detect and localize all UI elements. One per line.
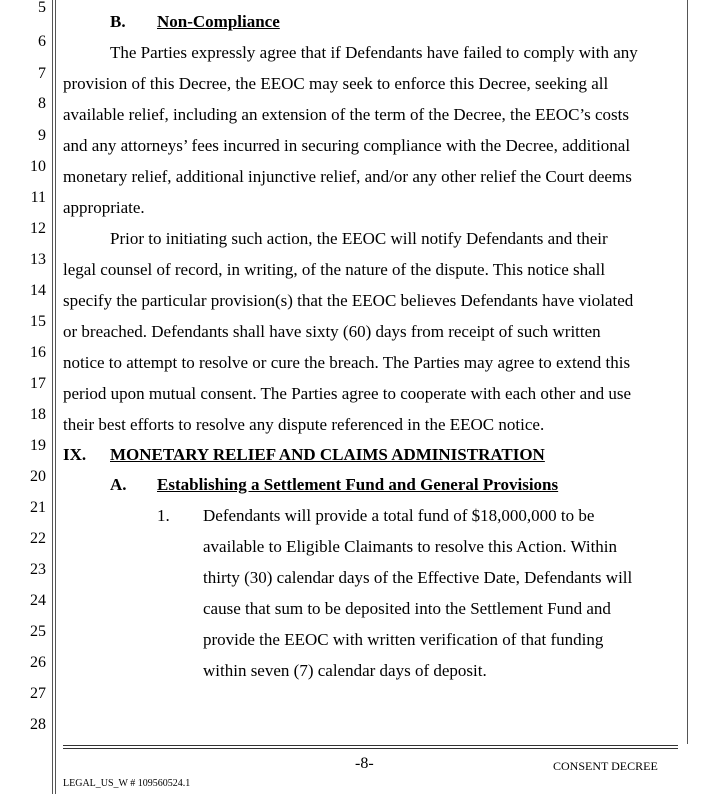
line-number: 9 — [38, 127, 46, 144]
section-b-letter: B. — [110, 12, 126, 31]
subsection-a-title: Establishing a Settlement Fund and General Provisions — [157, 475, 559, 494]
line-number: 28 — [30, 716, 46, 733]
paragraph-line: period upon mutual consent. The Parties agree to cooperate with each other and use — [63, 384, 632, 403]
line-number: 17 — [30, 375, 46, 392]
footer-document-title: CONSENT DECREE — [553, 759, 658, 773]
line-number: 13 — [30, 251, 46, 268]
line-number: 22 — [30, 530, 46, 547]
item-line: thirty (30) calendar days of the Effective Date, Defendants will — [203, 568, 633, 587]
margin-rule-left — [52, 0, 53, 794]
paragraph-line: legal counsel of record, in writing, of the nature of the dispute. This notice shall — [63, 260, 606, 279]
line-number: 5 — [38, 0, 46, 16]
line-number: 15 — [30, 313, 46, 330]
paragraph-line: appropriate. — [63, 198, 145, 217]
paragraph-line: monetary relief, additional injunctive relief, and/or any other relief the Court deems — [63, 167, 632, 186]
footer-rule — [63, 745, 678, 746]
item-line: cause that sum to be deposited into the Settlement Fund and — [203, 599, 611, 618]
line-number: 11 — [30, 189, 46, 206]
line-number: 25 — [30, 623, 46, 640]
paragraph-line: available relief, including an extension of the term of the Decree, the EEOC’s costs — [63, 105, 629, 124]
paragraph-line: or breached. Defendants shall have sixty (60) days from receipt of such written — [63, 322, 601, 341]
line-number: 10 — [30, 158, 46, 175]
line-number: 24 — [30, 592, 46, 609]
line-number: 12 — [30, 220, 46, 237]
subsection-a-letter: A. — [110, 475, 127, 494]
section-b-title: Non-Compliance — [157, 12, 280, 31]
page-number: -8- — [355, 755, 374, 772]
paragraph-line: and any attorneys’ fees incurred in securing compliance with the Decree, additional — [63, 136, 631, 155]
paragraph-line: Prior to initiating such action, the EEOC will notify Defendants and their — [110, 229, 608, 248]
line-number: 18 — [30, 406, 46, 423]
paragraph-line: notice to attempt to resolve or cure the breach. The Parties may agree to extend this — [63, 353, 631, 372]
paragraph-line: specify the particular provision(s) that the EEOC believes Defendants have violated — [63, 291, 634, 310]
line-number: 14 — [30, 282, 46, 299]
paragraph-line: The Parties expressly agree that if Defendants have failed to comply with any — [110, 43, 638, 62]
line-number: 19 — [30, 437, 46, 454]
line-number: 8 — [38, 95, 46, 112]
item-line: within seven (7) calendar days of deposit. — [203, 661, 487, 680]
line-number: 20 — [30, 468, 46, 485]
margin-rule-right — [687, 0, 688, 744]
section-ix-number: IX. — [63, 445, 87, 464]
line-number: 7 — [38, 65, 46, 82]
line-number: 23 — [30, 561, 46, 578]
line-number: 21 — [30, 499, 46, 516]
paragraph-line: provision of this Decree, the EEOC may seek to enforce this Decree, seeking all — [63, 74, 609, 93]
margin-rule-left-inner — [55, 0, 56, 794]
line-number: 6 — [38, 33, 46, 50]
paragraph-line: their best efforts to resolve any dispute referenced in the EEOC notice. — [63, 415, 545, 434]
footer-document-id: LEGAL_US_W # 109560524.1 — [63, 778, 191, 789]
line-number: 16 — [30, 344, 46, 361]
item-line: provide the EEOC with written verification of that funding — [203, 630, 604, 649]
item-line: Defendants will provide a total fund of $18,000,000 to be — [203, 506, 595, 525]
item-line: available to Eligible Claimants to resolve this Action. Within — [203, 537, 618, 556]
line-number: 27 — [30, 685, 46, 702]
line-number: 26 — [30, 654, 46, 671]
item-number: 1. — [157, 506, 170, 525]
section-ix-title: MONETARY RELIEF AND CLAIMS ADMINISTRATION — [110, 445, 545, 464]
footer-rule-2 — [63, 748, 678, 749]
